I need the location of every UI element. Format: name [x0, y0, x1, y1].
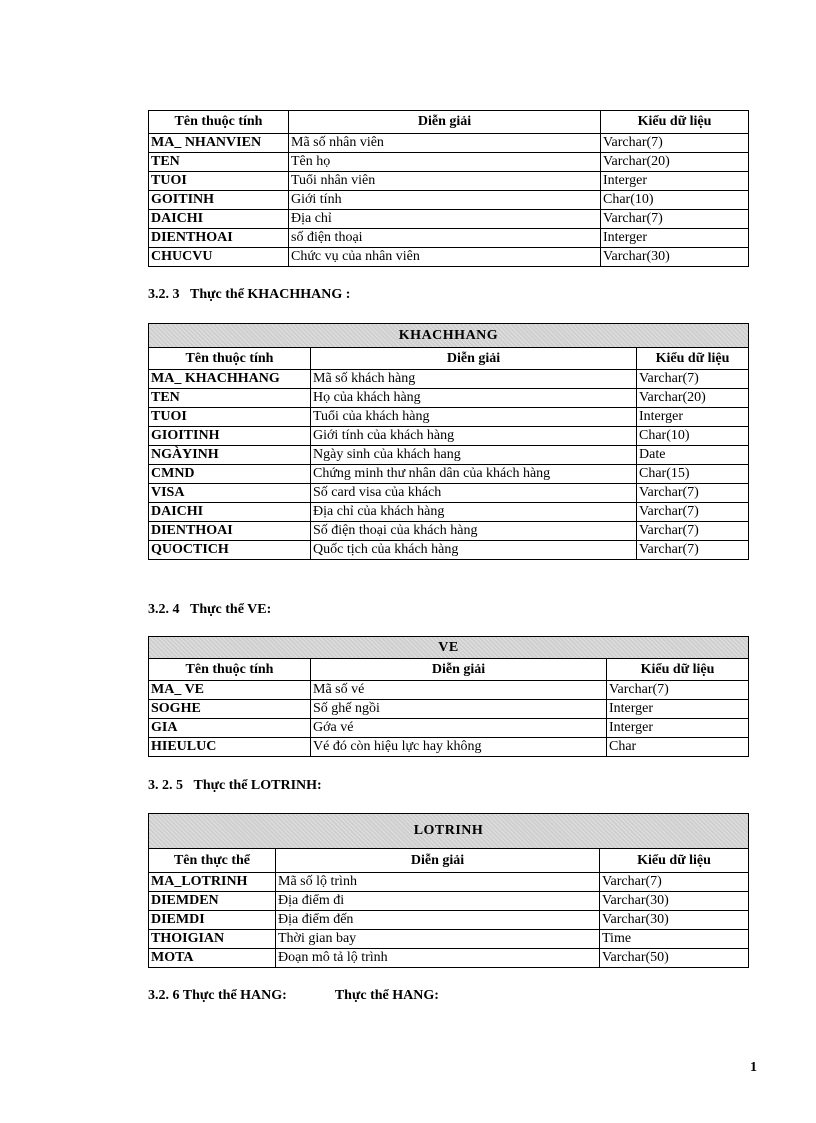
description-cell: Số ghế ngồi — [311, 700, 607, 719]
attribute-cell: DIEMDI — [149, 911, 276, 930]
page-number: 1 — [750, 1060, 757, 1075]
description-cell: Tuổi nhân viên — [289, 172, 601, 191]
section-title: Thực thể VE: — [190, 602, 272, 617]
table-row — [149, 930, 749, 949]
section-number: 3. 2. 5 — [148, 778, 183, 793]
column-header-datatype: Kiểu dữ liệu — [600, 849, 749, 873]
table-row — [149, 503, 749, 522]
attribute-cell: MA_ VE — [149, 681, 311, 700]
table-row — [149, 949, 749, 968]
table-header-row — [149, 849, 749, 873]
column-header-attribute: Tên thực thể — [149, 849, 276, 873]
attribute-cell: TUOI — [149, 172, 289, 191]
table-row — [149, 911, 749, 930]
ve-table — [148, 636, 749, 757]
description-cell: Giới tính của khách hàng — [311, 427, 637, 446]
attribute-cell: HIEULUC — [149, 738, 311, 757]
column-header-description: Diễn giải — [276, 849, 600, 873]
attribute-cell: GOITINH — [149, 191, 289, 210]
description-cell: Chức vụ của nhân viên — [289, 248, 601, 267]
section-title-repeat: Thực thể HANG: — [334, 988, 439, 1003]
description-cell: Số điện thoại của khách hàng — [311, 522, 637, 541]
table-row — [149, 370, 749, 389]
description-cell: Gớa vé — [311, 719, 607, 738]
khachhang-table — [148, 323, 749, 560]
attribute-cell: NGÀYINH — [149, 446, 311, 465]
description-cell: Mã số lộ trình — [276, 873, 600, 892]
table-header-row — [149, 659, 749, 681]
attribute-cell: MOTA — [149, 949, 276, 968]
datatype-cell: Varchar(7) — [637, 370, 749, 389]
datatype-cell: Char(10) — [601, 191, 749, 210]
datatype-cell: Interger — [607, 700, 749, 719]
description-cell: Tên họ — [289, 153, 601, 172]
table-row — [149, 522, 749, 541]
table-row — [149, 408, 749, 427]
column-header-datatype: Kiểu dữ liệu — [607, 659, 749, 681]
description-cell: Mã số nhân viên — [289, 134, 601, 153]
datatype-cell: Varchar(7) — [607, 681, 749, 700]
table-row — [149, 427, 749, 446]
attribute-cell: TEN — [149, 389, 311, 408]
table-caption-row — [149, 814, 749, 849]
datatype-cell: Varchar(7) — [601, 134, 749, 153]
description-cell: Địa điểm đến — [276, 911, 600, 930]
table-caption: KHACHHANG — [149, 324, 749, 348]
table-row — [149, 465, 749, 484]
table-header-row — [149, 348, 749, 370]
table-row — [149, 541, 749, 560]
description-cell: Ngày sinh của khách hang — [311, 446, 637, 465]
datatype-cell: Varchar(50) — [600, 949, 749, 968]
attribute-cell: SOGHE — [149, 700, 311, 719]
datatype-cell: Varchar(7) — [637, 541, 749, 560]
datatype-cell: Varchar(30) — [601, 248, 749, 267]
table-row — [149, 229, 749, 248]
section-title: Thực thể HANG: — [182, 988, 287, 1003]
attribute-cell: DAICHI — [149, 503, 311, 522]
table-row — [149, 153, 749, 172]
column-header-description: Diễn giải — [289, 111, 601, 134]
table-row — [149, 172, 749, 191]
section-heading-lotrinh — [148, 778, 322, 794]
attribute-cell: DIENTHOAI — [149, 229, 289, 248]
table-caption: VE — [149, 637, 749, 659]
description-cell: Địa chỉ của khách hàng — [311, 503, 637, 522]
datatype-cell: Char(10) — [637, 427, 749, 446]
section-number: 3.2. 3 — [148, 287, 180, 302]
datatype-cell: Interger — [601, 229, 749, 248]
column-header-description: Diễn giải — [311, 348, 637, 370]
table-row — [149, 446, 749, 465]
table-caption-row — [149, 637, 749, 659]
datatype-cell: Varchar(20) — [637, 389, 749, 408]
attribute-cell: DAICHI — [149, 210, 289, 229]
description-cell: Vé đó còn hiệu lực hay không — [311, 738, 607, 757]
datatype-cell: Char(15) — [637, 465, 749, 484]
table-row — [149, 700, 749, 719]
datatype-cell: Varchar(7) — [637, 484, 749, 503]
section-heading-hang — [148, 988, 439, 1004]
datatype-cell: Interger — [637, 408, 749, 427]
column-header-description: Diễn giải — [311, 659, 607, 681]
attribute-cell: GIOITINH — [149, 427, 311, 446]
attribute-cell: CHUCVU — [149, 248, 289, 267]
lotrinh-table — [148, 813, 749, 968]
description-cell: Đoạn mô tả lộ trình — [276, 949, 600, 968]
table-row — [149, 738, 749, 757]
datatype-cell: Varchar(30) — [600, 911, 749, 930]
datatype-cell: Date — [637, 446, 749, 465]
attribute-cell: CMND — [149, 465, 311, 484]
attribute-cell: THOIGIAN — [149, 930, 276, 949]
table-row — [149, 892, 749, 911]
section-heading-ve — [148, 602, 271, 618]
datatype-cell: Varchar(7) — [637, 503, 749, 522]
table-caption-row — [149, 324, 749, 348]
attribute-cell: DIEMDEN — [149, 892, 276, 911]
column-header-datatype: Kiểu dữ liệu — [637, 348, 749, 370]
section-title: Thực thể KHACHHANG : — [190, 287, 351, 302]
column-header-attribute: Tên thuộc tính — [149, 111, 289, 134]
attribute-cell: DIENTHOAI — [149, 522, 311, 541]
description-cell: Mã số khách hàng — [311, 370, 637, 389]
table-row — [149, 681, 749, 700]
table-header-row — [149, 111, 749, 134]
section-number: 3.2. 4 — [148, 602, 180, 617]
attribute-cell: TEN — [149, 153, 289, 172]
description-cell: Thời gian bay — [276, 930, 600, 949]
description-cell: Mã số vé — [311, 681, 607, 700]
section-heading-khachhang — [148, 287, 350, 303]
datatype-cell: Varchar(7) — [601, 210, 749, 229]
table-row — [149, 134, 749, 153]
description-cell: số điện thoại — [289, 229, 601, 248]
datatype-cell: Varchar(7) — [600, 873, 749, 892]
datatype-cell: Interger — [607, 719, 749, 738]
description-cell: Số card visa của khách — [311, 484, 637, 503]
table-caption: LOTRINH — [149, 814, 749, 849]
datatype-cell: Varchar(30) — [600, 892, 749, 911]
description-cell: Địa điểm đi — [276, 892, 600, 911]
section-title: Thực thể LOTRINH: — [193, 778, 322, 793]
table-row — [149, 210, 749, 229]
attribute-cell: MA_ NHANVIEN — [149, 134, 289, 153]
attribute-cell: MA_LOTRINH — [149, 873, 276, 892]
column-header-attribute: Tên thuộc tính — [149, 348, 311, 370]
attribute-cell: GIA — [149, 719, 311, 738]
table-row — [149, 248, 749, 267]
table-row — [149, 484, 749, 503]
description-cell: Giới tính — [289, 191, 601, 210]
description-cell: Chứng minh thư nhân dân của khách hàng — [311, 465, 637, 484]
column-header-datatype: Kiểu dữ liệu — [601, 111, 749, 134]
attribute-cell: TUOI — [149, 408, 311, 427]
description-cell: Họ của khách hàng — [311, 389, 637, 408]
table-row — [149, 719, 749, 738]
table-row — [149, 873, 749, 892]
attribute-cell: QUOCTICH — [149, 541, 311, 560]
datatype-cell: Interger — [601, 172, 749, 191]
datatype-cell: Char — [607, 738, 749, 757]
attribute-cell: VISA — [149, 484, 311, 503]
description-cell: Quốc tịch của khách hàng — [311, 541, 637, 560]
section-number: 3.2. 6 — [148, 988, 180, 1003]
table-row — [149, 191, 749, 210]
nhanvien-table — [148, 110, 749, 267]
attribute-cell: MA_ KHACHHANG — [149, 370, 311, 389]
column-header-attribute: Tên thuộc tính — [149, 659, 311, 681]
description-cell: Tuổi của khách hàng — [311, 408, 637, 427]
datatype-cell: Varchar(7) — [637, 522, 749, 541]
datatype-cell: Time — [600, 930, 749, 949]
datatype-cell: Varchar(20) — [601, 153, 749, 172]
table-row — [149, 389, 749, 408]
description-cell: Địa chỉ — [289, 210, 601, 229]
